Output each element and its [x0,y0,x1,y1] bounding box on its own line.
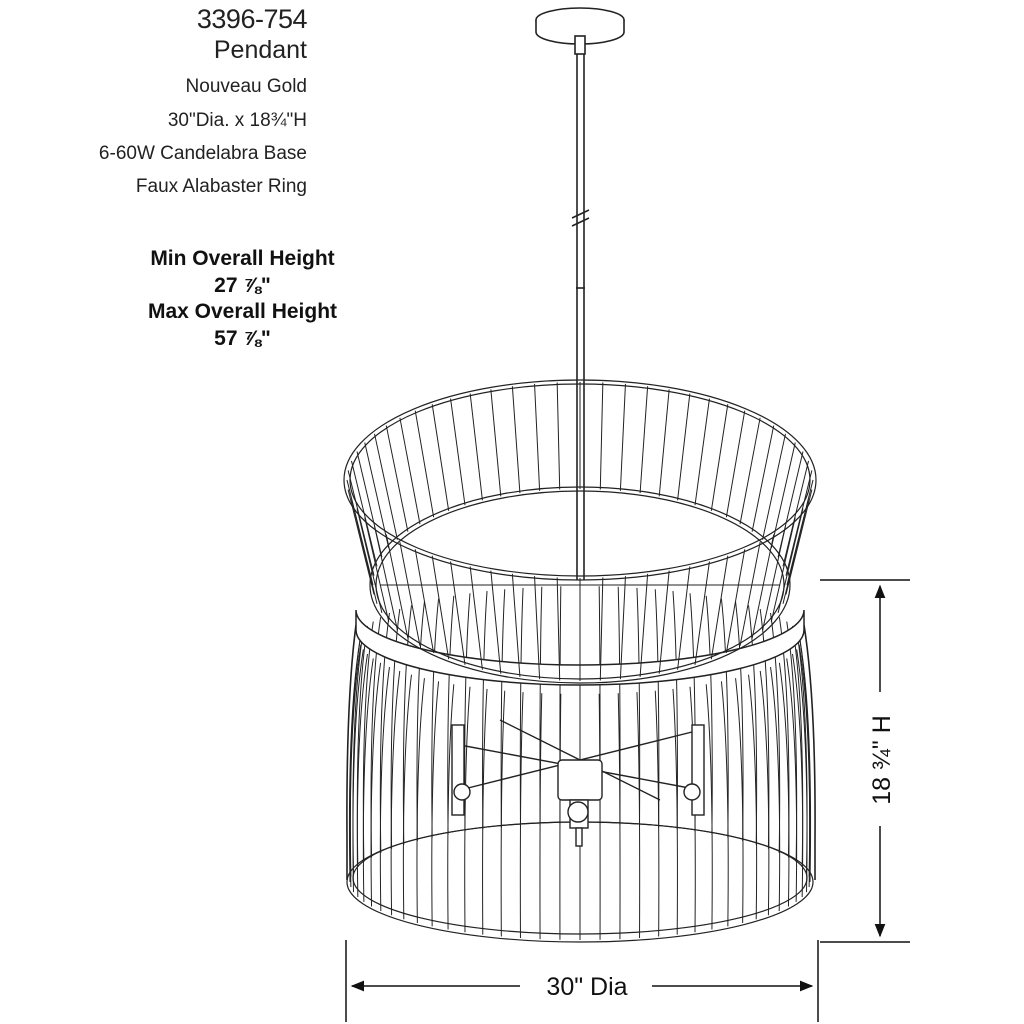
max-height-value: 57 ⅞" [214,326,271,350]
min-height-value: 27 ⅞" [214,273,271,297]
candle-arms [452,720,704,846]
canopy [536,8,624,54]
product-sku: 3396-754 [196,4,307,34]
max-height-label: Max Overall Height [147,300,338,323]
downrod [572,54,589,580]
product-lamping: 6-60W Candelabra Base [98,143,307,164]
upper-cage [344,380,816,683]
height-dimension-label: 18 ¾" H [868,715,896,805]
width-dimension-label: 30" Dia [546,973,628,1001]
min-height-label: Min Overall Height [150,247,335,270]
product-finish: Nouveau Gold [185,76,307,97]
product-feature: Faux Alabaster Ring [135,176,307,197]
product-size: 30"Dia. x 18¾"H [167,110,307,131]
height-dimension [820,580,910,942]
product-type: Pendant [213,36,307,64]
